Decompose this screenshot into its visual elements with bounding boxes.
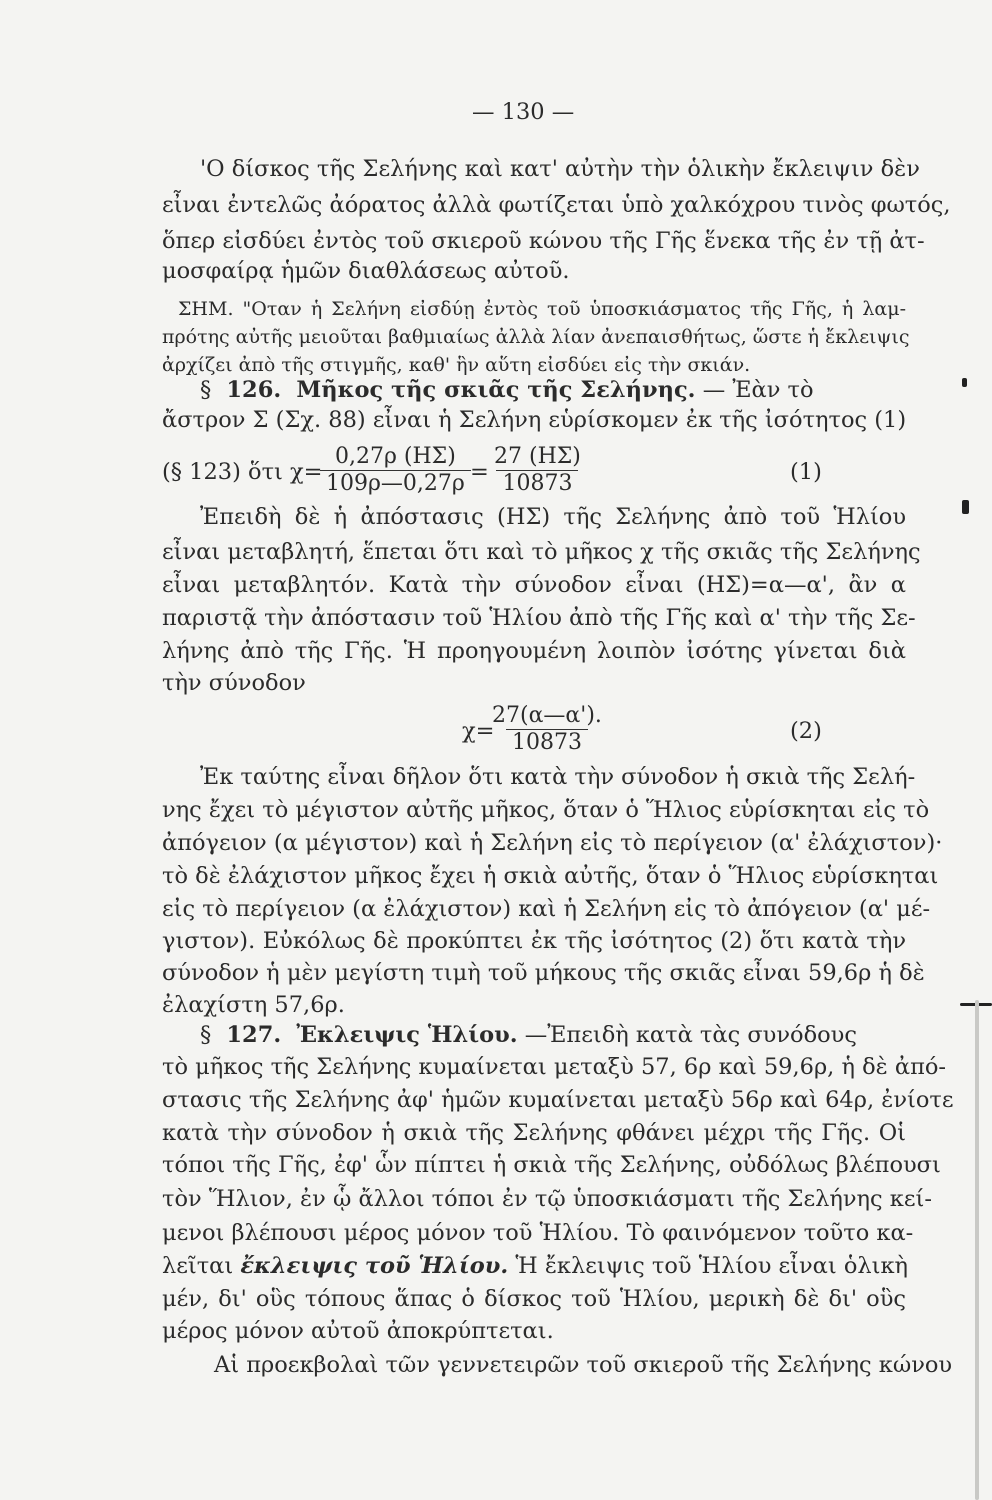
text-line [162, 1251, 909, 1281]
text-line: τὸ δὲ ἐλάχιστον μῆκος ἔχει ἡ σκιὰ αὐτῆς, ὅταν ὁ Ἥλιος εὑρίσκηται [162, 863, 939, 889]
denominator: 10873 [506, 729, 588, 756]
text-line: Ἐκ ταύτης εἶναι δῆλον ὅτι κατὰ τὴν σύνοδον ἡ σκιὰ τῆς Σελή- [200, 764, 916, 790]
text-line: μοσφαίρᾳ ἡμῶν διαθλάσεως αὐτοῦ. [162, 258, 570, 284]
text-line: ἐλαχίστη 57,6ρ. [162, 992, 345, 1018]
text-line: τὸ μῆκος τῆς Σελήνης κυμαίνεται μεταξὺ 57, 6ρ καὶ 59,6ρ, ἡ δὲ ἀπό- [162, 1054, 947, 1080]
text-line: τὸν Ἥλιον, ἐν ᾧ ἄλλοι τόποι ἐν τῷ ὑποσκιάσματι τῆς Σελήνης κεί- [162, 1186, 932, 1212]
emphasized-term: ἔκλειψις τοῦ Ἡλίου. [240, 1253, 509, 1279]
text-line: 'Ο δίσκος τῆς Σελήνης καὶ κατ' αὐτὴν τὴν ὁλικὴν ἔκλειψιν δὲν [200, 156, 920, 182]
text-line: παριστᾷ τὴν ἀπόστασιν τοῦ Ἡλίου ἀπὸ τῆς Γῆς καὶ α' τὴν τῆς Σε- [162, 605, 916, 631]
section-126-heading [200, 375, 814, 405]
text-line: στασις τῆς Σελήνης ἀφ' ἡμῶν κυμαίνεται μεταξὺ 56ρ καὶ 64ρ, ἐνίοτε [162, 1087, 954, 1113]
section-title: Μῆκος τῆς σκιᾶς τῆς Σελήνης. [296, 377, 696, 403]
text-line: εἶναι ἐντελῶς ἀόρατος ἀλλὰ φωτίζεται ὑπὸ χαλκόχρου τινὸς φωτός, [162, 192, 951, 218]
text-line: ἄστρον Σ (Σχ. 88) εἶναι ἡ Σελήνη εὑρίσκομεν ἐκ τῆς ἰσότητος (1) [162, 407, 907, 433]
section-number: 126. [226, 377, 282, 403]
equation-2-fraction [486, 703, 608, 756]
section-127-heading [200, 1020, 857, 1050]
numerator: 27 (ΗΣ) [494, 444, 581, 469]
text-fragment: Ἡ ἔκλειψις τοῦ Ἡλίου εἶναι ὁλικὴ [515, 1253, 909, 1279]
note-line: ἀρχίζει ἀπὸ τῆς στιγμῆς, καθ' ἣν αὕτη εἰσδύει εἰς τὴν σκιάν. [162, 354, 751, 376]
text-line: γιστον). Εὐκόλως δὲ προκύπτει ἐκ τῆς ἰσότητος (2) ὅτι κατὰ τὴν [162, 928, 906, 954]
text-line: ἀπόγειον (α μέγιστον) καὶ ἡ Σελήνη εἰς τὸ περίγειον (α' ἐλάχιστον)· [162, 830, 943, 856]
denominator: 109ρ—0,27ρ [320, 470, 471, 497]
text-line: κατὰ τὴν σύνοδον ἡ σκιὰ τῆς Σελήνης φθάνει μέχρι τῆς Γῆς. Οἱ [162, 1120, 906, 1146]
equation-2-lead: χ= [462, 718, 495, 744]
section-symbol: § [200, 377, 212, 403]
numerator: 27(α—α'). [492, 703, 602, 728]
text-line: εἰς τὸ περίγειον (α ἐλάχιστον) καὶ ἡ Σελήνη εἰς τὸ ἀπόγειον (α' μέ- [162, 896, 931, 922]
equation-2-label: (2) [790, 718, 822, 744]
scan-edge-mark [975, 1000, 979, 1500]
text-line: Αἱ προεκβολαὶ τῶν γεννετειρῶν τοῦ σκιεροῦ τῆς Σελήνης κώνου [214, 1352, 953, 1378]
text-line: μενοι βλέπουσι μέρος μόνον τοῦ Ἡλίου. Τὸ φαινόμενον τοῦτο κα- [162, 1220, 914, 1246]
section-number: 127. [226, 1022, 282, 1048]
text-line: μέν, δι' οὓς τόπους ἅπας ὁ δίσκος τοῦ Ἡλίου, μερικὴ δὲ δι' οὓς [162, 1286, 906, 1312]
denominator: 10873 [496, 470, 578, 497]
section-lead: —Ἐπειδὴ κατὰ τὰς συνόδους [524, 1022, 857, 1048]
note-line: ΣΗΜ. "Οταν ἡ Σελήνη εἰσδύῃ ἐντὸς τοῦ ὑποσκιάσματος τῆς Γῆς, ἡ λαμ- [178, 298, 906, 320]
equation-1-lead: (§ 123) ὅτι χ= [162, 459, 323, 485]
text-line: σύνοδον ἡ μὲν μεγίστη τιμὴ τοῦ μήκους τῆς σκιᾶς εἶναι 59,6ρ ἡ δὲ [162, 960, 925, 986]
text-line: μέρος μόνον αὐτοῦ ἀποκρύπτεται. [162, 1318, 554, 1344]
equation-1-fraction-b [488, 444, 587, 497]
scan-edge-mark [962, 500, 969, 514]
text-line: νης ἔχει τὸ μέγιστον αὐτῆς μῆκος, ὅταν ὁ Ἥλιος εὑρίσκηται εἰς τὸ [162, 797, 930, 823]
text-line: τόποι τῆς Γῆς, ἐφ' ὧν πίπτει ἡ σκιὰ τῆς Σελήνης, οὐδόλως βλέπουσι [162, 1152, 941, 1178]
text-line: Ἐπειδὴ δὲ ἡ ἀπόστασις (ΗΣ) τῆς Σελήνης ἀπὸ τοῦ Ἡλίου [200, 504, 906, 530]
numerator: 0,27ρ (ΗΣ) [335, 444, 456, 469]
section-title: Ἐκλειψις Ἡλίου. [296, 1022, 518, 1048]
section-lead: — Ἐὰν τὸ [702, 377, 814, 403]
text-line: λήνης ἀπὸ τῆς Γῆς. Ἡ προηγουμένη λοιπὸν ἰσότης γίνεται διὰ [162, 638, 906, 664]
scan-edge-mark [962, 378, 967, 387]
text-line: τὴν σύνοδον [162, 670, 306, 696]
text-line: εἶναι μεταβλητόν. Κατὰ τὴν σύνοδον εἶναι (ΗΣ)=α—α', ἂν α [162, 572, 906, 598]
text-line: ὅπερ εἰσδύει ἐντὸς τοῦ σκιεροῦ κώνου τῆς Γῆς ἕνεκα τῆς ἐν τῇ ἀτ- [162, 228, 925, 254]
text-line: εἶναι μεταβλητή, ἕπεται ὅτι καὶ τὸ μῆκος χ τῆς σκιᾶς τῆς Σελήνης [162, 539, 921, 565]
equals-sign: = [470, 459, 489, 485]
section-symbol: § [200, 1022, 212, 1048]
page-number: — 130 — [472, 99, 575, 125]
equation-1-label: (1) [790, 459, 822, 485]
note-line: πρότης αὐτῆς μειοῦται βαθμιαίως ἀλλὰ λίαν ἀνεπαισθήτως, ὥστε ἡ ἔκλειψις [162, 326, 910, 348]
equation-1-fraction-a [320, 444, 471, 497]
text-fragment: λεῖται [162, 1253, 234, 1279]
